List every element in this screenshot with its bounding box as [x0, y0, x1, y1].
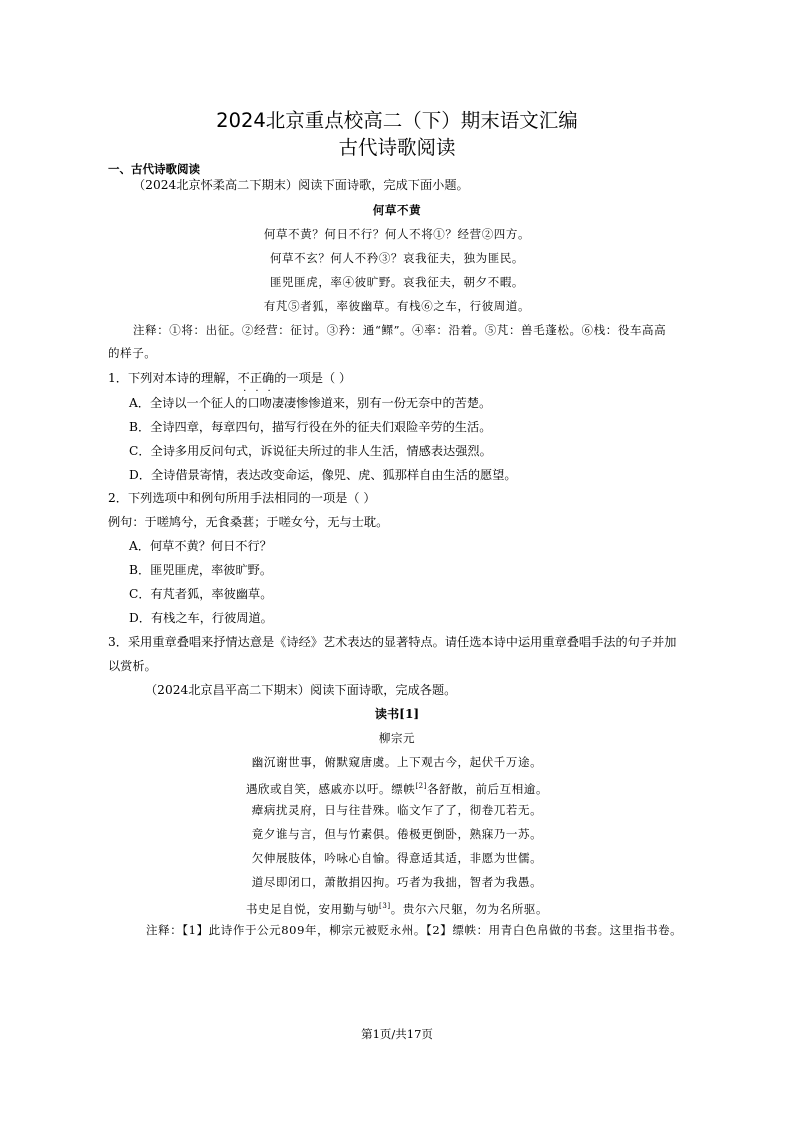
- question-2-option-b: B．匪兕匪虎，率彼旷野。: [129, 563, 273, 577]
- question-1-option-b: B．全诗四章，每章四句，描写行役在外的征夫们艰险辛劳的生活。: [129, 420, 492, 434]
- poem2-line-part: 各舒散，前后互相逾。: [427, 781, 549, 796]
- poem2-line-part: 遇欣或自笑，感戚亦以吁。缥帙: [245, 781, 416, 796]
- footnote-marker: [2]: [415, 782, 428, 790]
- poem2-line: 欠伸展肢体，吟咏心自愉。得意适其适，非愿为世儒。: [251, 851, 543, 865]
- question-1-stem-a: 1．下列对本诗的理解，: [108, 371, 238, 385]
- poem1-line: 何草不玄？何人不矜③？哀我征夫，独为匪民。: [269, 251, 525, 265]
- question-2-option-a: A．何草不黄？何日不行？: [129, 539, 272, 553]
- document-subtitle: 古代诗歌阅读: [338, 136, 456, 159]
- section2-intro: （2024北京昌平高二下期末）阅读下面诗歌，完成各题。: [145, 683, 457, 697]
- question-2-option-c: C．有芃者狐，率彼幽草。: [129, 587, 273, 601]
- question-3-stem: 3．采用重章叠唱来抒情达意是《诗经》艺术表达的显著特点。请任选本诗中运用重章叠唱手法的句子并加: [108, 635, 677, 649]
- poem2-line-part: 书史足自悦，安用勤与劬: [245, 901, 380, 916]
- emphasis-char: 不: [237, 371, 250, 385]
- poem1-line: 匪兕匪虎，率④彼旷野。哀我征夫，朝夕不暇。: [269, 275, 525, 289]
- footnote-marker: [3]: [379, 902, 391, 910]
- question-2-option-d: D．有栈之车，行彼周道。: [129, 611, 273, 625]
- question-1-stem: [108, 370, 351, 387]
- poem2-line: [0, 898, 794, 918]
- poem2-author: 柳宗元: [378, 731, 416, 745]
- question-1-option-a: A．全诗以一个征人的口吻凄凄惨惨道来，别有一份无奈中的苦楚。: [129, 396, 492, 410]
- poem1-line: 有芃⑤者狐，率彼幽草。有栈⑥之车，行彼周道。: [263, 299, 531, 313]
- poem1-title: 何草不黄: [372, 203, 422, 217]
- poem2-line: 幽沉谢世事，俯默窥唐虞。上下观古今，起伏千万途。: [251, 755, 543, 769]
- poem2-line: [0, 778, 794, 798]
- poem1-note-cont: 的样子。: [108, 346, 157, 360]
- section1-intro: （2024北京怀柔高二下期末）阅读下面诗歌，完成下面小题。: [133, 178, 469, 192]
- emphasis-char: 确: [262, 371, 275, 385]
- poem2-line: 竟夕谁与言，但与竹素俱。倦极更倒卧，熟寐乃一苏。: [251, 827, 543, 841]
- emphasis-char: 正: [249, 371, 263, 385]
- section-heading: 一、古代诗歌阅读: [108, 162, 200, 176]
- poem2-line: 道尽即闭口，萧散捐囚拘。巧者为我拙，智者为我愚。: [251, 875, 543, 889]
- question-1-option-d: D．全诗借景寄情，表达改变命运，像兕、虎、狐那样自由生活的愿望。: [129, 468, 517, 482]
- poem2-note: 注释：【1】此诗作于公元809年，柳宗元被贬永州。【2】缥帙：用青白色帛做的书套。这里指书卷。: [146, 923, 683, 937]
- poem2-line: 瘴病扰灵府，日与往昔殊。临文乍了了，彻卷兀若无。: [251, 803, 543, 817]
- question-1-option-c: C．全诗多用反问句式，诉说征夫所过的非人生活，情感表达强烈。: [129, 444, 492, 458]
- page-number: 第1页/共17页: [361, 1027, 433, 1041]
- question-2-example: 例句：于嗟鸠兮，无食桑葚；于嗟女兮，无与士耽。: [108, 515, 389, 529]
- document-title: 2024北京重点校高二（下）期末语文汇编: [216, 109, 578, 132]
- question-1-stem-b: 的一项是（ ）: [274, 371, 352, 385]
- question-3-stem-cont: 以赏析。: [108, 659, 157, 673]
- poem2-title: 读书[1]: [374, 707, 420, 721]
- question-2-stem: 2．下列选项中和例句所用手法相同的一项是（ ）: [108, 491, 376, 505]
- poem1-note: 注释：①将：出征。②经营：征讨。③矜：通“鳏”。④率：沿着。⑤芃：兽毛蓬松。⑥栈：役车高高: [133, 323, 667, 337]
- poem2-line-part: 。贵尔六尺躯，勿为名所驱。: [390, 901, 549, 916]
- poem1-line: 何草不黄？何日不行？何人不将①？经营②四方。: [263, 227, 531, 241]
